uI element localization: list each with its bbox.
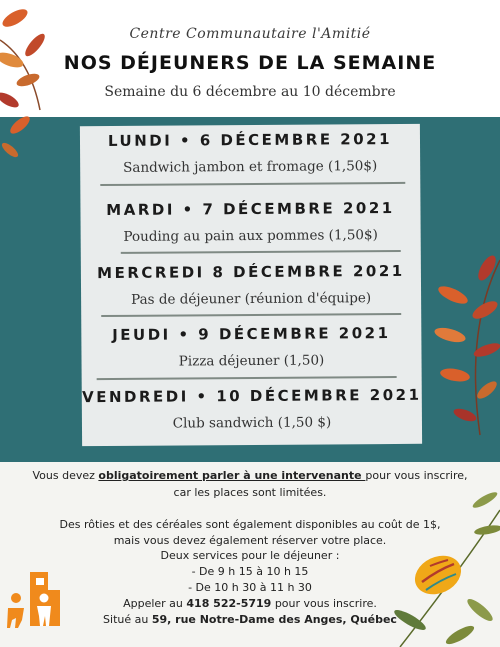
leaf-branch-top-left-icon — [0, 0, 60, 190]
address: 59, rue Notre-Dame des Anges, Québec — [151, 613, 397, 626]
reserve-note: mais vous devez également réserver votre place. — [113, 534, 387, 547]
day-title: MERCREDI 8 DÉCEMBRE 2021 — [97, 261, 405, 283]
day-title: LUNDI • 6 DÉCEMBRE 2021 — [107, 130, 393, 150]
community-house-logo-icon — [4, 568, 64, 630]
leaf-branch-right-icon — [425, 250, 500, 440]
limited-places-note: car les places sont limitées. — [173, 486, 327, 499]
day-title: MARDI • 7 DÉCEMBRE 2021 — [106, 198, 395, 220]
registration-note: Vous devez obligatoirement parler à une intervenante pour vous inscrire, — [32, 469, 468, 482]
phone-number: 418 522-5719 — [186, 597, 272, 610]
divider — [97, 376, 397, 380]
header-band — [0, 0, 500, 117]
day-meal: Club sandwich (1,50 $) — [172, 414, 332, 432]
day-monday — [80, 130, 420, 176]
toast-cereal-note: Des rôties et des céréales sont également disponibles au coût de 1$, — [59, 518, 441, 531]
day-meal: Pas de déjeuner (réunion d'équipe) — [131, 290, 372, 308]
day-meal: Pouding au pain aux pommes (1,50$) — [123, 227, 378, 245]
phone-line: Appeler au 418 522-5719 pour vous inscrire. — [123, 597, 377, 610]
day-thursday — [81, 324, 421, 370]
day-wednesday — [81, 262, 421, 308]
divider — [100, 182, 405, 186]
day-meal: Sandwich jambon et fromage (1,50$) — [123, 158, 378, 176]
menu-card — [80, 124, 422, 446]
address-line: Situé au 59, rue Notre-Dame des Anges, Québec — [103, 613, 397, 626]
services-heading: Deux services pour le déjeuner : — [160, 549, 340, 562]
day-friday — [82, 386, 422, 432]
day-title: JEUDI • 9 DÉCEMBRE 2021 — [112, 324, 391, 344]
leaf-branch-bottom-right-icon — [360, 490, 500, 647]
service-2: - De 10 h 30 à 11 h 30 — [188, 581, 312, 594]
organization-name: Centre Communautaire l'Amitié — [129, 26, 371, 42]
divider — [121, 250, 401, 254]
divider — [101, 313, 401, 317]
day-meal: Pizza déjeuner (1,50) — [178, 352, 325, 370]
page-title: NOS DÉJEUNERS DE LA SEMAINE — [63, 52, 437, 74]
week-subtitle: Semaine du 6 décembre au 10 décembre — [104, 84, 396, 100]
service-1: - De 9 h 15 à 10 h 15 — [191, 565, 309, 578]
day-tuesday — [80, 199, 420, 245]
day-title: VENDREDI • 10 DÉCEMBRE 2021 — [82, 385, 422, 407]
emphasis-text: obligatoirement parler à une intervenante — [98, 469, 366, 482]
